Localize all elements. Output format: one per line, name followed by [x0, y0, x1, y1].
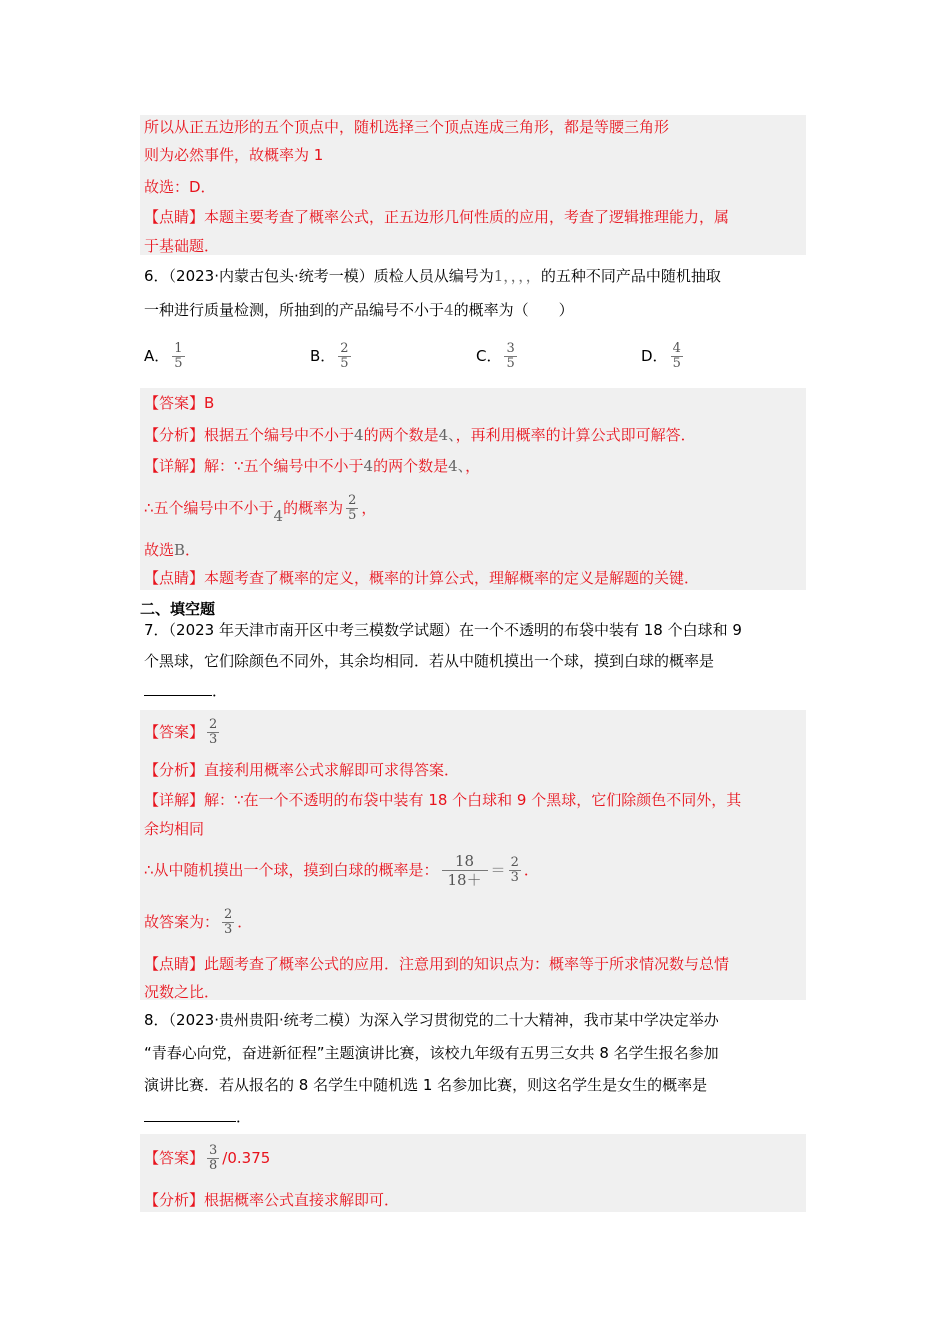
q6-options: [144, 334, 784, 378]
q7-final: [144, 904, 252, 940]
q5-solution-block: [140, 115, 806, 255]
q6-analysis-text-b: 的两个数是: [363, 426, 439, 444]
q8-solution-block: [140, 1134, 806, 1212]
q6-option-d[interactable]: [641, 342, 686, 371]
q7-comment-line-2: 况数之比．: [144, 983, 220, 1001]
q8-answer-label: 【答案】: [144, 1149, 205, 1167]
q8-answer-decimal: /0.375: [222, 1149, 271, 1167]
section-title: 二、填空题: [140, 600, 216, 618]
q6-therefore-text-b: 的概率为: [283, 499, 344, 517]
q5-line-3: 故选：D．: [144, 178, 216, 196]
q8-stem-end: ．: [236, 1108, 252, 1126]
q6-option-a-fraction: $\frac{1}{5}$: [174, 341, 183, 371]
q7-final-end: ．: [237, 913, 253, 931]
q8-answer-blank[interactable]: [144, 1107, 236, 1122]
q7-answer-fraction: $\frac{2}{3}$: [209, 717, 218, 747]
q7-formula-result: $\frac{2}{3}$: [510, 855, 519, 885]
q5-comment-line-2: 于基础题．: [144, 237, 220, 255]
q6-choose-math: B: [174, 541, 186, 559]
q6-option-a-label: A．: [144, 347, 170, 365]
q7-comment-line-1: 【点睛】此题考查了概率公式的应用．注意用到的知识点为：概率等于所求情况数与总情: [144, 955, 730, 973]
q7-answer-label: 【答案】: [144, 723, 205, 741]
q6-question: [140, 262, 806, 387]
q8-stem-line-4: [144, 1107, 251, 1127]
q6-detail-math-1: 4: [363, 457, 374, 475]
q7-stem-line-1: 7．（2023 年天津市南开区中考三模数学试题）在一个不透明的布袋中装有 18 个白球和 9: [144, 621, 742, 639]
q6-stem2-text-a: 一种进行质量检测，所抽到的产品编号不小于: [144, 301, 445, 319]
q5-comment-line-1: 【点睛】本题主要考查了概率公式，正五边形几何性质的应用，考查了逻辑推理能力，属: [144, 208, 730, 226]
q6-therefore-math: 4: [273, 507, 284, 525]
q6-detail: [144, 456, 480, 476]
q6-analysis-text-a: 【分析】根据五个编号中不小于: [144, 426, 355, 444]
q6-choose: [144, 540, 200, 560]
q6-option-d-fraction: $\frac{4}{5}$: [672, 341, 681, 371]
q7-formula-equals: ＝: [490, 861, 506, 879]
q6-stem-line-2: [144, 300, 574, 320]
q8-question: [140, 1010, 806, 1134]
section-heading: [140, 598, 806, 620]
q6-analysis: [144, 425, 696, 445]
q8-answer: [144, 1138, 270, 1178]
q6-detail-text-b: 的两个数是: [373, 457, 449, 475]
q6-comment: 【点睛】本题考查了概率的定义，概率的计算公式，理解概率的定义是解题的关键．: [144, 569, 700, 587]
q7-therefore: [144, 848, 539, 892]
q6-stem-text-a: 6．（2023·内蒙古包头·统考一模）质检人员从编号为: [144, 267, 494, 285]
q6-therefore-fraction: $\frac{2}{5}$: [348, 493, 357, 523]
q6-option-b-label: B．: [310, 347, 336, 365]
q6-detail-text-a: 【详解】解：∵五个编号中不小于: [144, 457, 364, 475]
q6-solution-block: [140, 388, 806, 590]
q6-option-b-fraction: $\frac{2}{5}$: [340, 341, 349, 371]
q6-option-c-label: C．: [476, 347, 502, 365]
q7-final-fraction: $\frac{2}{3}$: [224, 907, 233, 937]
q6-choose-text-a: 故选: [144, 541, 175, 559]
q6-option-d-label: D．: [641, 347, 668, 365]
q7-analysis: 【分析】直接利用概率公式求解即可求得答案．: [144, 761, 460, 779]
q6-detail-text-c: ，: [465, 457, 481, 475]
q6-stem2-text-b: 的概率为（ ）: [453, 301, 574, 319]
q7-detail-line-1: 【详解】解：∵在一个不透明的布袋中装有 18 个白球和 9 个黑球，它们除颜色不同外，其: [144, 791, 742, 809]
q7-answer-blank[interactable]: [144, 681, 212, 696]
q6-stem-math: 1，，，，: [493, 267, 541, 285]
q7-stem-end: ．: [212, 682, 228, 700]
q6-option-c[interactable]: [476, 342, 520, 371]
q6-option-c-fraction: $\frac{3}{5}$: [506, 341, 515, 371]
q6-therefore-text-c: ，: [361, 499, 377, 517]
q6-analysis-text-c: ，再利用概率的计算公式即可解答．: [455, 426, 696, 444]
q6-analysis-math-1: 4: [354, 426, 364, 444]
q7-formula-end: ．: [523, 861, 539, 879]
q6-analysis-math-2: 4、: [438, 426, 456, 444]
q7-detail-line-2: 余均相同: [144, 820, 205, 838]
q6-stem-line-1: [144, 266, 721, 286]
q7-question: [140, 620, 806, 710]
q6-choose-text-b: ．: [185, 541, 201, 559]
q7-answer: [144, 714, 222, 750]
q5-line-2: 则为必然事件，故概率为 1: [144, 146, 324, 164]
q6-stem2-math: 4: [444, 301, 454, 319]
q6-option-b[interactable]: [310, 342, 354, 371]
q8-analysis: 【分析】根据概率公式直接求解即可．: [144, 1191, 400, 1209]
q7-therefore-text: ∴从中随机摸出一个球，摸到白球的概率是：: [144, 861, 439, 879]
q8-answer-fraction: $\frac{3}{8}$: [209, 1143, 218, 1173]
q7-solution-block: [140, 710, 806, 1000]
q8-stem-line-1: 8．（2023·贵州贵阳·统考二模）为深入学习贯彻党的二十大精神，我市某中学决定举办: [144, 1011, 719, 1029]
q8-stem-line-2: “青春心向党，奋进新征程”主题演讲比赛，该校九年级有五男三女共 8 名学生报名参加: [144, 1044, 719, 1062]
q5-line-1: 所以从正五边形的五个顶点中，随机选择三个顶点连成三角形，都是等腰三角形: [144, 118, 670, 136]
q8-stem-line-3: 演讲比赛．若从报名的 8 名学生中随机选 1 名参加比赛，则这名学生是女生的概率是: [144, 1076, 708, 1094]
q6-therefore-text-a: ∴五个编号中不小于: [144, 499, 274, 517]
q7-formula-fraction: $\frac{18}{18+}$: [442, 852, 488, 889]
q6-answer: 【答案】B: [144, 394, 215, 412]
q6-stem-text-b: 的五种不同产品中随机抽取: [540, 267, 721, 285]
q7-stem-line-2: 个黑球，它们除颜色不同外，其余均相同．若从中随机摸出一个球，摸到白球的概率是: [144, 652, 715, 670]
q7-final-text: 故答案为：: [144, 913, 220, 931]
q6-option-a[interactable]: [144, 342, 188, 371]
q7-stem-line-3: [144, 681, 227, 701]
q6-therefore: [144, 488, 376, 528]
q6-detail-math-2: 4、: [448, 457, 466, 475]
